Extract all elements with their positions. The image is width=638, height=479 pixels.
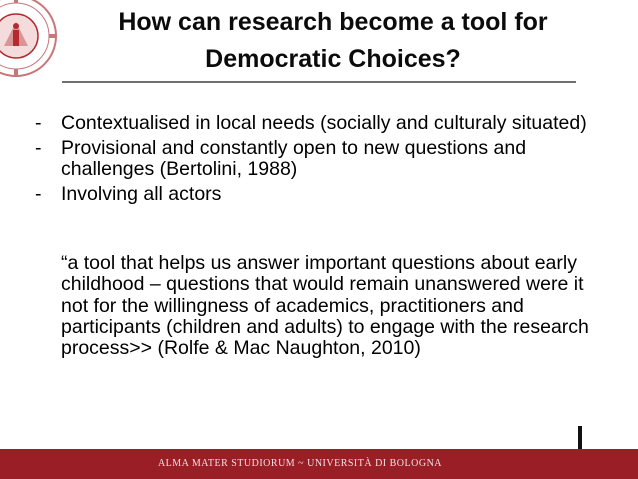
bullet-dash: - (35, 137, 42, 159)
footer-bar (0, 449, 638, 479)
bullet-item (33, 184, 618, 205)
title-line-1: How can research become a tool for (118, 8, 548, 36)
bullet-dash: - (35, 183, 42, 205)
bullet-text: Provisional and constantly open to new questions and challenges (Bertolini, 1988) (61, 137, 527, 180)
quote-block: “a tool that helps us answer important questions about early childhood – questions that would remain unanswered were it not for the willingness of academics, practitioners and participants (children and adults) to engage with the research process>> (Rolfe & Mac Naughton, 2010) (61, 252, 589, 360)
bullet-text: Involving all actors (61, 183, 222, 205)
bullet-dash: - (35, 112, 42, 134)
title-line-2: Democratic Choices? (205, 45, 461, 73)
footer-university-name: ALMA MATER STUDIORUM ~ UNIVERSITÀ DI BOLOGNA (157, 458, 443, 469)
bullet-item (33, 138, 618, 180)
bullet-text: Contextualised in local needs (socially and culturaly situated) (61, 112, 587, 134)
slide-title (58, 4, 608, 78)
bullet-item (33, 113, 618, 134)
bullet-list (33, 113, 618, 209)
university-seal-logo (0, 0, 58, 78)
title-divider (62, 81, 576, 83)
